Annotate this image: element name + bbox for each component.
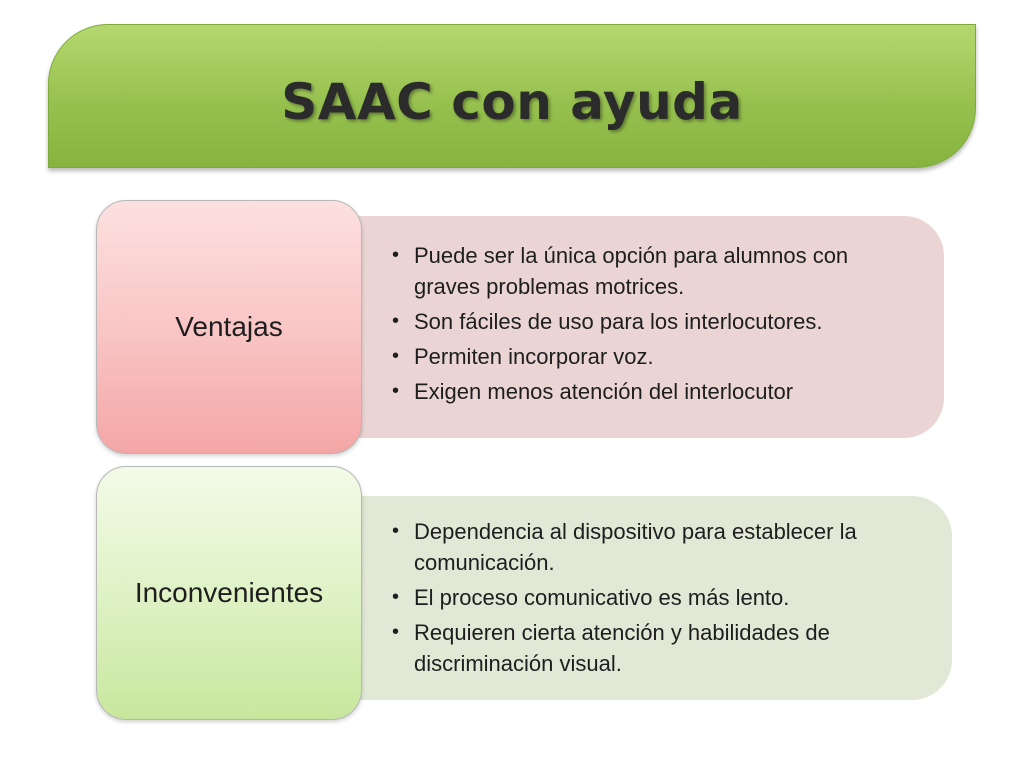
inconvenientes-list bbox=[388, 516, 922, 679]
list-item bbox=[388, 341, 914, 372]
bullet-icon: • bbox=[392, 310, 400, 332]
ventajas-list bbox=[388, 240, 914, 407]
list-item bbox=[388, 306, 914, 337]
bullet-icon: • bbox=[392, 380, 400, 402]
list-item-text: Dependencia al dispositivo para establecer la comunicación. bbox=[414, 519, 857, 575]
bullet-icon: • bbox=[392, 520, 400, 542]
list-item bbox=[388, 617, 922, 679]
list-item-text: Exigen menos atención del interlocutor bbox=[414, 379, 794, 404]
category-label-inconvenientes: Inconvenientes bbox=[134, 577, 324, 608]
bullet-icon: • bbox=[392, 586, 400, 608]
list-item bbox=[388, 516, 922, 578]
ventajas-row bbox=[0, 200, 1024, 454]
slide-title: SAAC con ayuda bbox=[281, 73, 743, 131]
bullet-icon: • bbox=[392, 621, 400, 643]
list-item-text: El proceso comunicativo es más lento. bbox=[414, 585, 790, 610]
list-item-text: Permiten incorporar voz. bbox=[414, 344, 654, 369]
list-item bbox=[388, 240, 914, 302]
inconvenientes-category-box bbox=[96, 466, 362, 720]
category-label-ventajas: Ventajas bbox=[175, 311, 283, 342]
list-item bbox=[388, 376, 914, 407]
inconvenientes-detail-box bbox=[330, 496, 952, 700]
list-item-text: Puede ser la única opción para alumnos con graves problemas motrices. bbox=[414, 243, 849, 299]
list-item-text: Son fáciles de uso para los interlocutores. bbox=[414, 309, 823, 334]
list-item-text: Requieren cierta atención y habilidades de discriminación visual. bbox=[414, 620, 830, 676]
ventajas-category-box bbox=[96, 200, 362, 454]
list-item bbox=[388, 582, 922, 613]
ventajas-detail-box bbox=[330, 216, 944, 438]
bullet-icon: • bbox=[392, 244, 400, 266]
bullet-icon: • bbox=[392, 345, 400, 367]
inconvenientes-row bbox=[0, 466, 1024, 720]
